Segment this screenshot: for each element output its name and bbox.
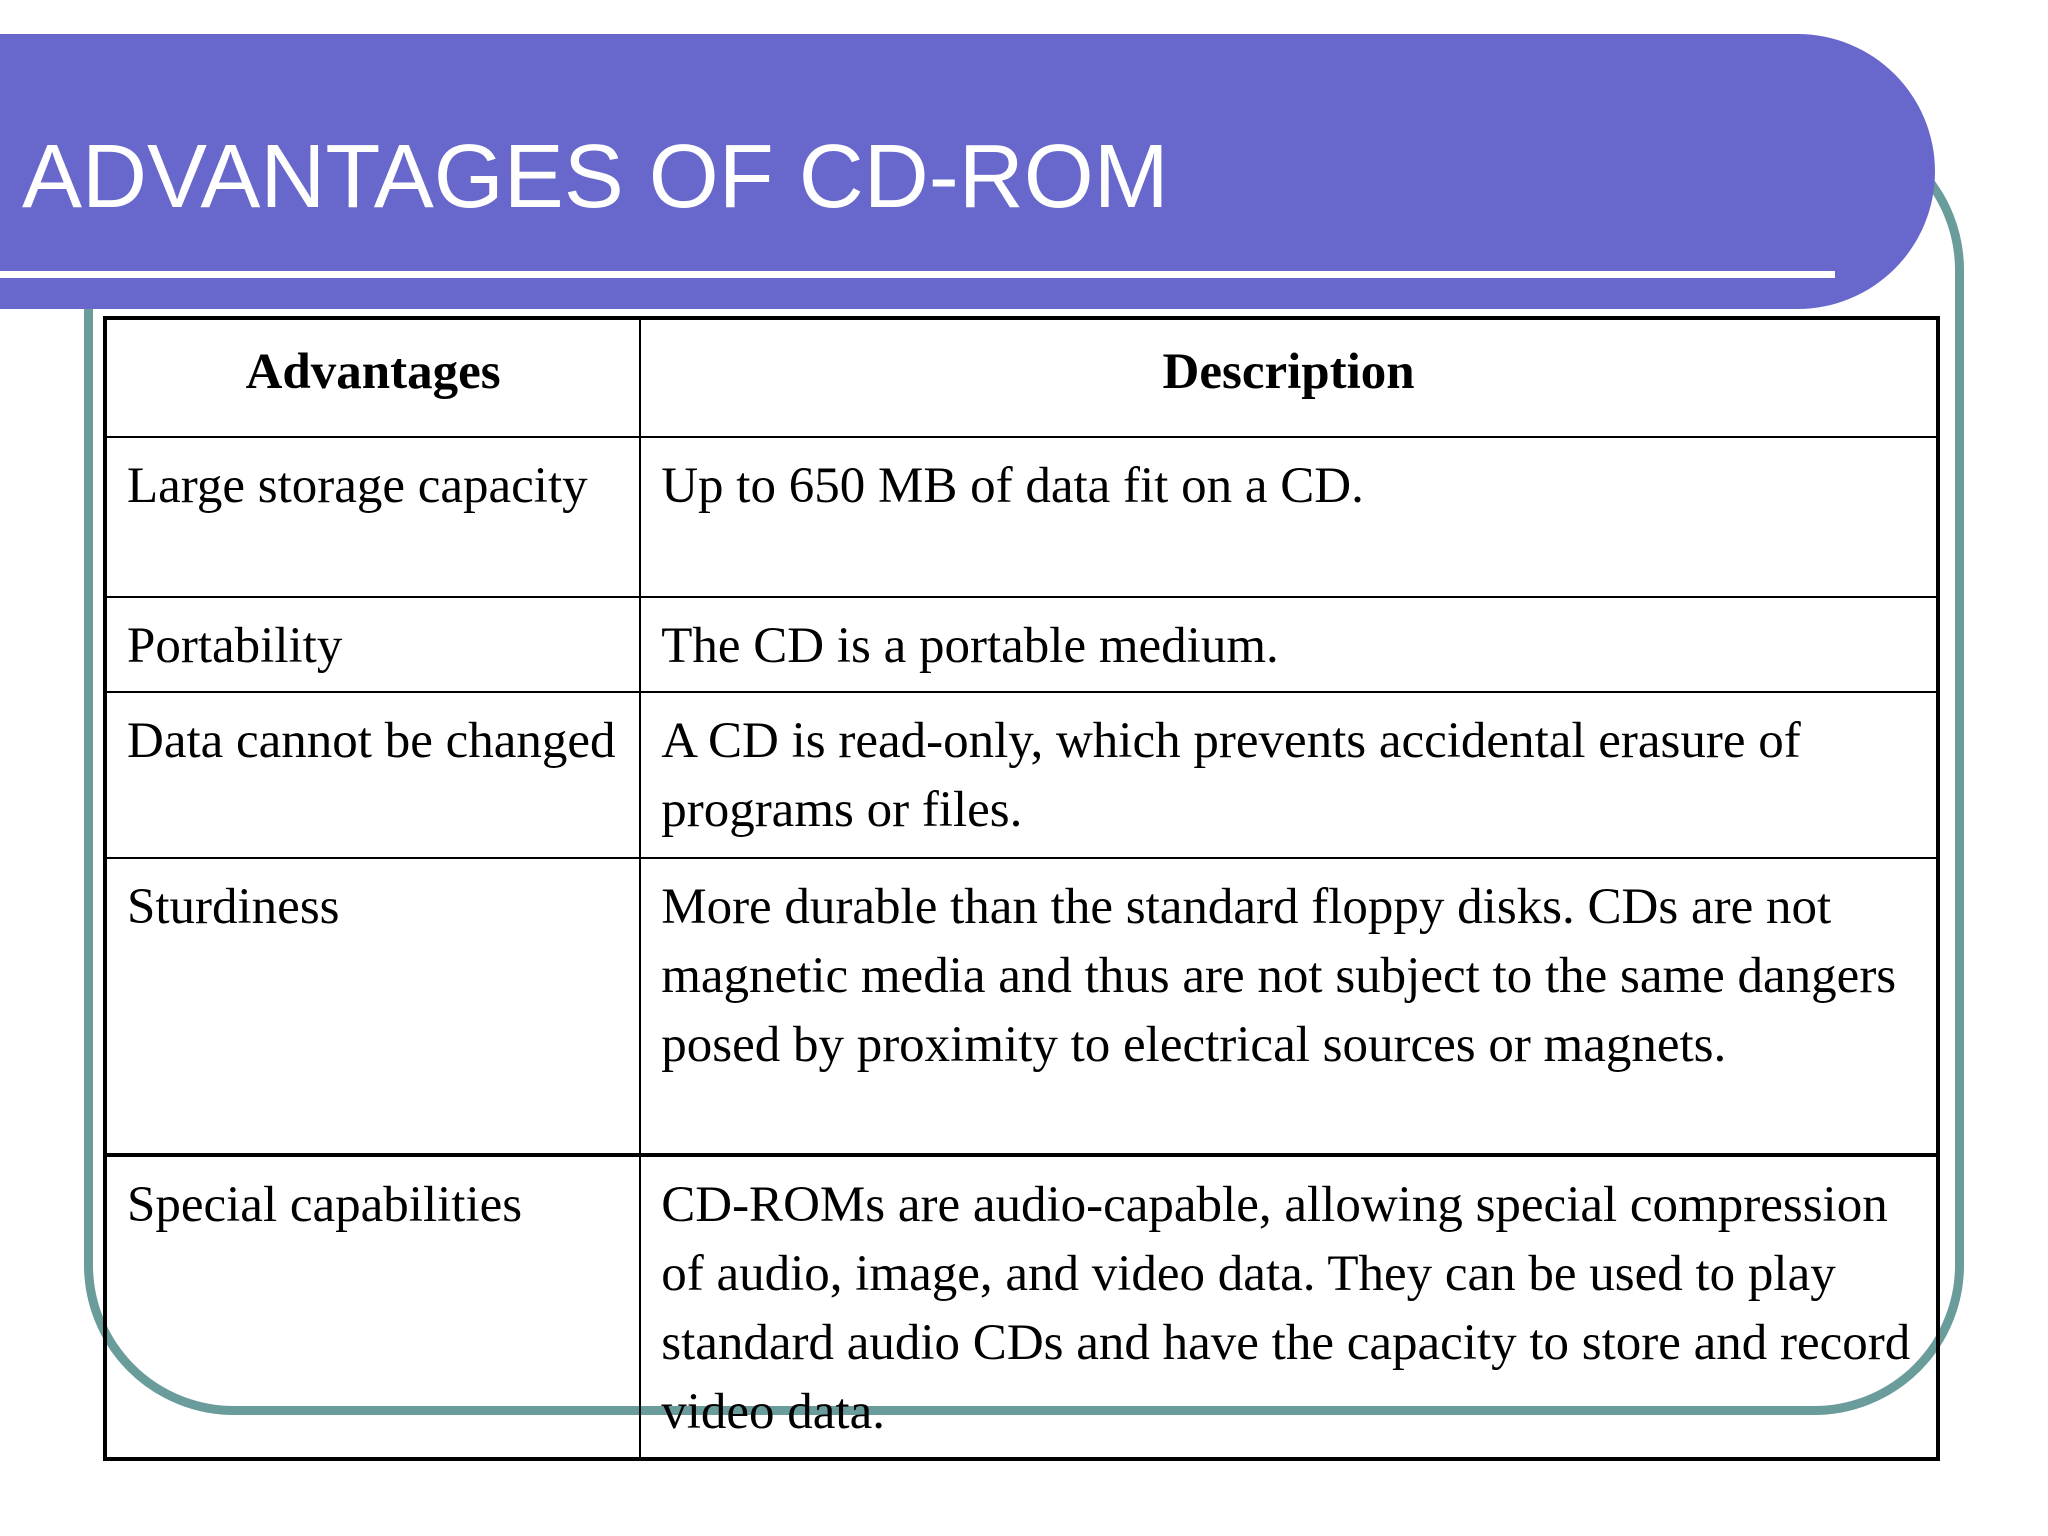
slide-title: ADVANTAGES OF CD-ROM — [22, 127, 1169, 227]
table-row — [105, 692, 1938, 858]
header-description: Description — [640, 318, 1938, 437]
title-underline — [0, 271, 1835, 278]
advantage-cell: Large storage capacity — [105, 437, 640, 597]
table-row — [105, 437, 1938, 597]
description-cell: The CD is a portable medium. — [640, 597, 1938, 692]
table-header-row — [105, 318, 1938, 437]
advantage-cell: Sturdiness — [105, 858, 640, 1155]
description-cell: A CD is read-only, which prevents accidental erasure of programs or files. — [640, 692, 1938, 858]
advantages-table — [103, 316, 1940, 1461]
advantage-cell: Portability — [105, 597, 640, 692]
advantage-cell: Data cannot be changed — [105, 692, 640, 858]
table-row — [105, 858, 1938, 1155]
description-cell: Up to 650 MB of data fit on a CD. — [640, 437, 1938, 597]
advantage-cell: Special capabilities — [105, 1155, 640, 1459]
description-cell: More durable than the standard floppy disks. CDs are not magnetic media and thus are not subject to the same dangers posed by proximity to electrical sources or magnets. — [640, 858, 1938, 1155]
description-cell: CD-ROMs are audio-capable, allowing special compression of audio, image, and video data. They can be used to play standard audio CDs and have the capacity to store and record video data. — [640, 1155, 1938, 1459]
table-row — [105, 597, 1938, 692]
header-advantages: Advantages — [105, 318, 640, 437]
table-row — [105, 1155, 1938, 1459]
